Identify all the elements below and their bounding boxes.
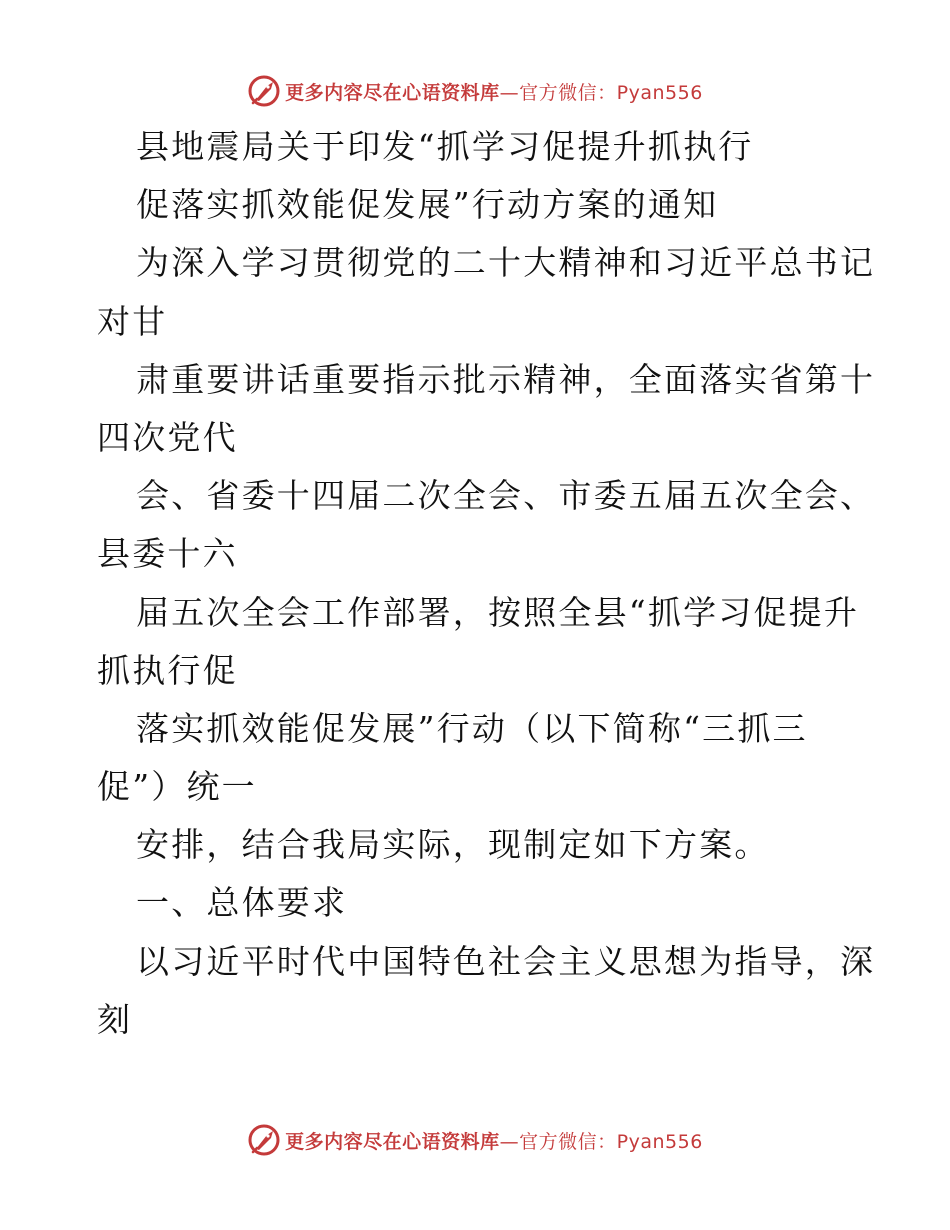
- document-line: 落实抓效能促发展”行动（以下简称“三抓三: [136, 708, 808, 748]
- document-line: 安排，结合我局实际，现制定如下方案。: [136, 825, 770, 865]
- header-banner: [0, 71, 950, 111]
- document-line: 县委十六: [97, 534, 238, 574]
- header-banner-rest-text: —官方微信：Pyan556: [499, 81, 703, 104]
- document-line: 促落实抓效能促发展”行动方案的通知: [136, 185, 719, 225]
- header-banner-text: [285, 78, 703, 105]
- footer-banner-rest-text: —官方微信：Pyan556: [499, 1130, 703, 1153]
- document-line: 以习近平时代中国特色社会主义思想为指导，深: [136, 941, 876, 981]
- document-line: 肃重要讲话重要指示批示精神，全面落实省第十: [136, 359, 876, 399]
- document-line: 一、总体要求: [136, 883, 348, 923]
- pen-nib-logo-icon: [247, 74, 281, 108]
- document-body: [97, 118, 876, 1049]
- document-line: 四次党代: [97, 417, 238, 457]
- document-line: 会、省委十四届二次全会、市委五届五次全会、: [136, 476, 876, 516]
- document-line: 县地震局关于印发“抓学习促提升抓执行: [136, 127, 754, 166]
- footer-banner-bold-text: 更多内容尽在心语资料库: [285, 1130, 500, 1153]
- document-line: 届五次全会工作部署，按照全县“抓学习促提升: [136, 592, 860, 632]
- header-banner-bold-text: 更多内容尽在心语资料库: [285, 81, 500, 104]
- document-line: 刻: [97, 999, 133, 1039]
- pen-nib-logo-icon: [247, 1123, 281, 1157]
- document-line: 促”）统一: [97, 767, 257, 807]
- document-line: 为深入学习贯彻党的二十大精神和习近平总书记: [136, 243, 876, 283]
- footer-banner-text: [285, 1127, 703, 1154]
- document-line: 抓执行促: [97, 650, 238, 690]
- footer-banner: [0, 1120, 950, 1160]
- document-line: 对甘: [97, 301, 168, 341]
